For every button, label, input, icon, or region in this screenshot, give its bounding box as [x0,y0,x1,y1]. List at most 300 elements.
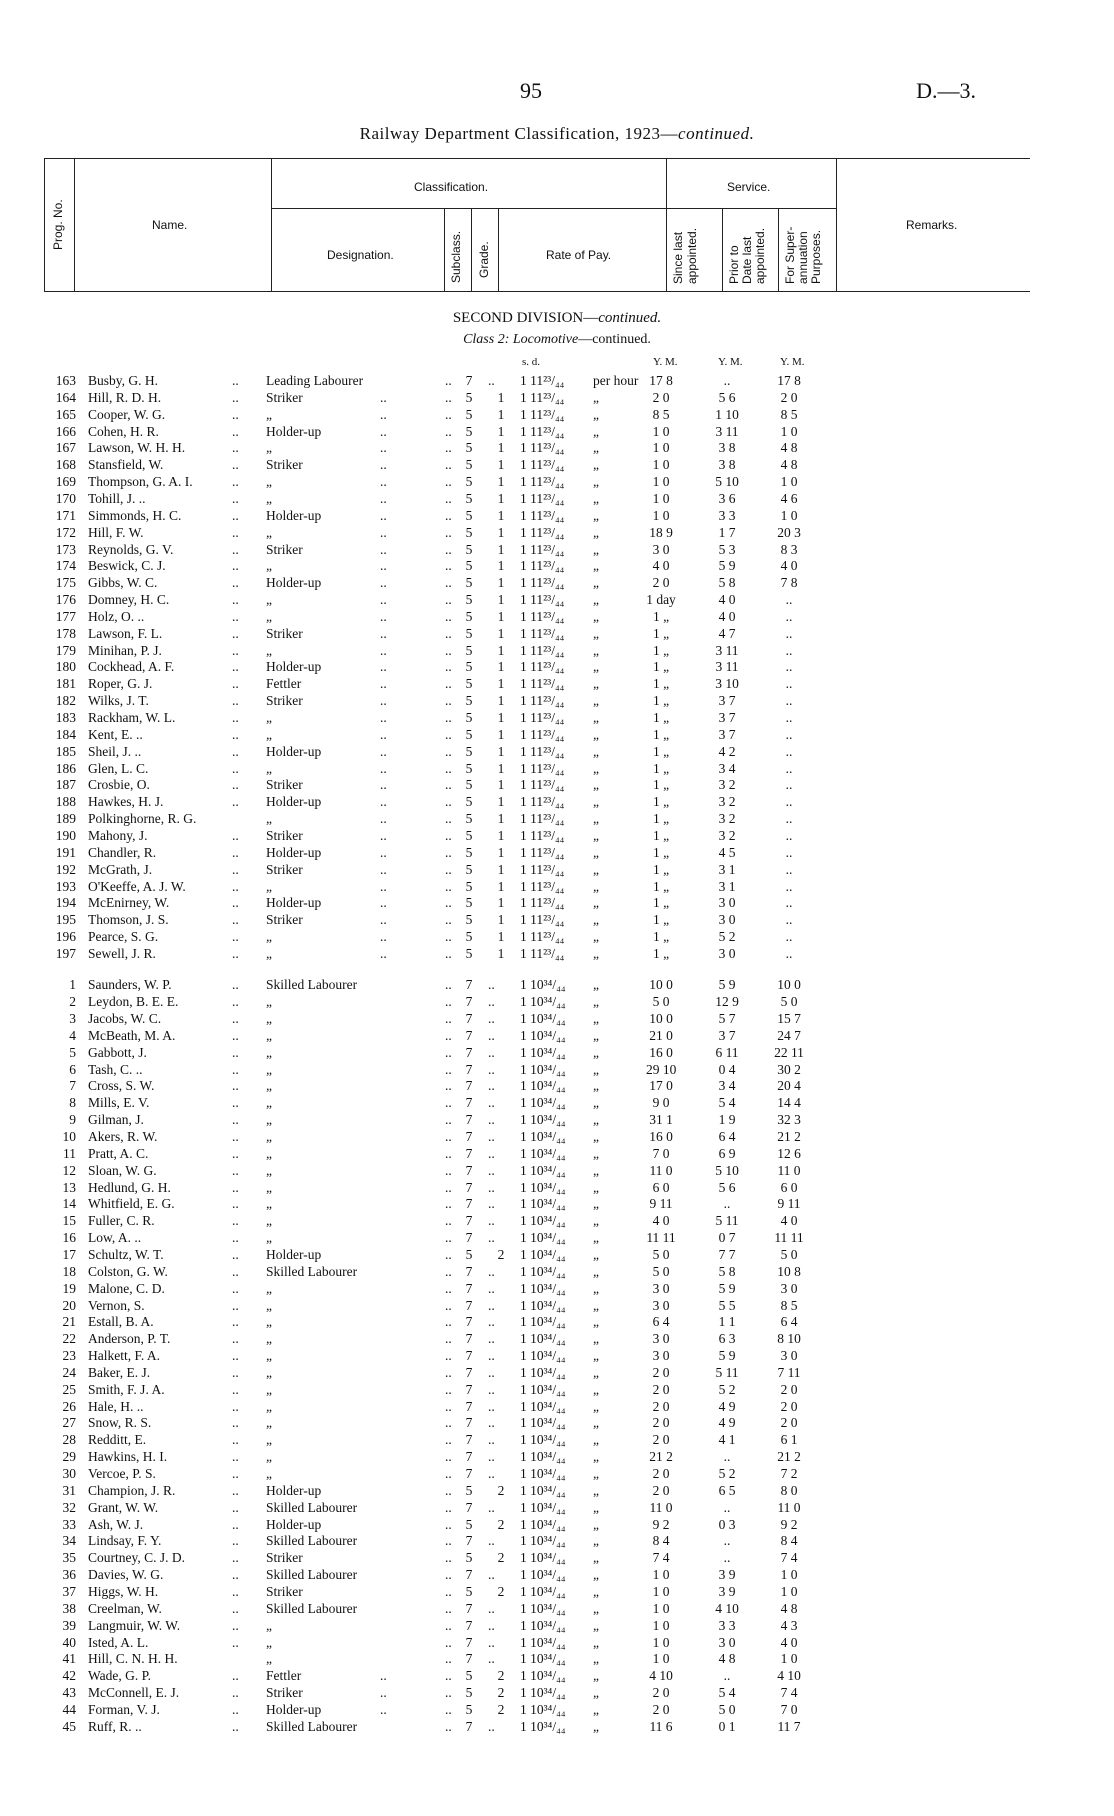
service-since-last: 1 „ [652,693,670,709]
service-superannuation: 5 0 [780,994,798,1010]
leader-dots: .. [232,1533,239,1549]
rate-unit: „ [593,1078,599,1094]
rate-of-pay: 1 11²³/₄₄ [520,844,565,860]
page-number: 95 [520,78,542,103]
grade: 1 [497,726,505,742]
subclass: 5 [465,457,473,473]
service-since-last: 4 0 [652,558,670,574]
grade: 2 [497,1701,505,1717]
rate-of-pay: 1 10³⁴/₄₄ [520,1466,566,1481]
rate-of-pay: 1 10³⁴/₄₄ [520,1550,566,1566]
subclass: 5 [465,659,473,675]
table-row [0,1617,1114,1634]
service-superannuation: .. [785,827,793,843]
service-prior: .. [723,1533,731,1549]
subclass: 7 [465,1145,473,1161]
name: Domney, H. C. [88,592,170,608]
service-superannuation: 21 2 [777,1449,801,1465]
table-row [0,1414,1114,1431]
leader-dots: .. [232,1415,239,1431]
leader-dots: .. [380,945,387,961]
rate-of-pay: 1 11²³/₄₄ [520,558,565,574]
service-superannuation: 1 0 [780,474,798,490]
service-since-last: 7 0 [652,1145,670,1161]
subclass: 5 [465,474,473,490]
rate-of-pay: 1 10³⁴/₄₄ [520,1432,566,1448]
rate-unit: „ [593,642,599,658]
service-since-last: 21 0 [649,1027,673,1043]
leader-dots: .. [445,575,452,591]
leader-dots: .. [380,878,387,894]
leader-dots: .. [445,1179,452,1195]
rate-unit: „ [593,1044,599,1060]
leader-dots: .. [488,1600,495,1616]
service-prior: 3 0 [718,1634,736,1650]
service-superannuation: 8 10 [777,1331,801,1347]
subclass: 7 [465,1263,473,1279]
grade: 1 [497,608,505,624]
service-prior: 3 4 [718,1078,736,1094]
unit-s-d: s. d. [522,356,541,368]
grade: 2 [497,1685,505,1701]
header-since-last-appointed: Since last [671,231,685,284]
service-prior: 4 1 [718,1432,736,1448]
rate-of-pay: 1 10³⁴/₄₄ [520,1668,566,1684]
rate-of-pay: 1 10³⁴/₄₄ [520,1398,566,1414]
rate-of-pay: 1 10³⁴/₄₄ [520,1482,566,1498]
leader-dots: .. [445,1145,452,1161]
subclass: 5 [465,406,473,422]
service-superannuation: 4 10 [777,1668,801,1684]
service-superannuation: 8 3 [780,541,798,557]
grade: 1 [497,440,505,456]
service-since-last: 1 „ [652,929,670,945]
header-subclass: Subclass. [449,230,463,283]
rate-of-pay: 1 10³⁴/₄₄ [520,1634,566,1650]
prog-no: 34 [62,1533,76,1549]
leader-dots: .. [232,1381,239,1397]
service-superannuation: 1 0 [780,1583,798,1599]
designation: „ [266,1011,272,1027]
service-prior: 3 7 [718,1027,736,1043]
subclass: 7 [465,1348,473,1364]
table-row [0,1212,1114,1229]
rate-of-pay: 1 11²³/₄₄ [520,811,565,827]
designation: „ [266,726,272,742]
service-superannuation: 4 6 [780,490,798,506]
name: Isted, A. L. [88,1634,149,1650]
subclass: 7 [465,1314,473,1330]
service-since-last: 2 0 [652,1432,670,1448]
leader-dots: .. [232,1432,239,1448]
rate-of-pay: 1 11²³/₄₄ [520,406,565,422]
name: Minihan, P. J. [88,642,162,658]
rate-unit: „ [593,1331,599,1347]
leader-dots: .. [232,1129,239,1144]
rate-unit: „ [593,1550,599,1566]
leader-dots: .. [232,1600,239,1616]
service-since-last: 9 0 [652,1095,670,1111]
name: Hedlund, G. H. [88,1179,171,1195]
service-prior: 5 11 [715,1364,739,1380]
table-row [0,1280,1114,1297]
header-remarks: Remarks. [906,218,958,232]
table-row [0,844,1114,861]
leader-dots: .. [445,1617,452,1633]
service-superannuation: .. [785,861,793,877]
leader-dots: .. [380,743,387,759]
leader-dots: .. [232,945,239,961]
grade: 2 [497,1246,505,1262]
subclass: 7 [465,1027,473,1043]
grade: 1 [497,592,505,608]
name: Lawson, W. H. H. [88,440,186,456]
table-row [0,993,1114,1010]
service-superannuation: 1 0 [780,507,798,523]
leader-dots: .. [232,608,239,624]
table-row [0,557,1114,574]
rate-of-pay: 1 11²³/₄₄ [520,676,565,692]
service-prior: 4 9 [718,1415,736,1431]
rate-of-pay: 1 11²³/₄₄ [520,895,565,911]
name: Leydon, B. E. E. [88,994,179,1010]
leader-dots: .. [232,1145,239,1161]
rate-unit: „ [593,1297,599,1313]
prog-no: 36 [62,1567,76,1583]
service-superannuation: 9 2 [780,1516,798,1532]
leader-dots: .. [232,1061,239,1077]
rate-unit: „ [593,541,599,557]
service-prior: 5 9 [718,977,736,993]
service-superannuation: .. [785,743,793,759]
division-title: SECOND DIVISION— [452,310,599,326]
leader-dots: .. [445,423,452,439]
table-row [0,1162,1114,1179]
leader-dots: .. [232,977,239,993]
prog-no: 169 [55,474,76,490]
leader-dots: .. [445,827,452,843]
prog-no: 13 [62,1179,76,1195]
service-prior: 5 9 [718,558,736,574]
grade: 1 [497,406,505,422]
name: Thompson, G. A. I. [88,474,193,490]
name: Holz, O. .. [88,608,145,624]
designation: „ [266,1432,272,1448]
service-superannuation: 10 0 [777,977,801,993]
prog-no: 33 [62,1516,76,1532]
leader-dots: .. [232,440,239,456]
rate-of-pay: 1 11²³/₄₄ [520,760,565,776]
service-prior: 1 9 [718,1112,736,1128]
service-prior: 3 0 [718,895,736,911]
service-superannuation: 2 0 [780,1415,798,1431]
service-since-last: 1 „ [652,676,670,692]
rate-of-pay: 1 11²³/₄₄ [520,524,565,540]
table-row [0,1347,1114,1364]
service-superannuation: .. [785,878,793,894]
class-name: Locomotive [512,332,579,347]
service-superannuation: .. [785,794,793,810]
rate-of-pay: 1 10³⁴/₄₄ [520,1179,566,1195]
service-since-last: 1 0 [652,1567,670,1583]
grade: 1 [497,659,505,675]
table-row [0,490,1114,507]
leader-dots: .. [445,1331,452,1347]
subclass: 5 [465,1668,473,1684]
subclass: 5 [465,777,473,793]
name: Hale, H. .. [88,1398,144,1414]
name: Low, A. .. [88,1230,142,1246]
service-prior: 4 0 [718,608,736,624]
page-heading [0,124,1114,144]
table-row [0,423,1114,440]
name: Estall, B. A. [88,1314,154,1330]
rate-of-pay: 1 10³⁴/₄₄ [520,1331,566,1347]
table-row [0,1313,1114,1330]
leader-dots: .. [488,1196,495,1212]
table-row [0,861,1114,878]
designation: „ [266,1061,272,1077]
prog-no: 193 [55,878,76,894]
name: Colston, G. W. [88,1263,168,1279]
table-row [0,1263,1114,1280]
prog-no: 163 [55,373,76,388]
rate-of-pay: 1 10³⁴/₄₄ [520,1314,566,1330]
leader-dots: .. [445,608,452,624]
leader-dots: .. [445,710,452,725]
table-row [0,1111,1114,1128]
subclass: 7 [465,1044,473,1060]
rate-of-pay: 1 11²³/₄₄ [520,608,565,624]
leader-dots: .. [445,524,452,540]
leader-dots: .. [488,1213,495,1229]
service-prior: 3 10 [715,676,739,692]
subclass: 5 [465,1685,473,1701]
rate-of-pay: 1 11²³/₄₄ [520,878,565,894]
rate-unit: „ [593,710,599,725]
prog-no: 35 [62,1550,76,1566]
rate-of-pay: 1 10³⁴/₄₄ [520,1280,566,1296]
service-since-last: 2 0 [652,575,670,591]
service-superannuation: 7 0 [780,1701,798,1717]
service-superannuation: 7 4 [780,1550,798,1566]
name: Redditt, E. [88,1432,147,1448]
leader-dots: .. [445,945,452,961]
prog-no: 14 [62,1196,76,1212]
class-label: Class 2: [463,332,510,347]
name: Langmuir, W. W. [88,1617,181,1633]
table-row [0,1128,1114,1145]
grade: 2 [497,1583,505,1599]
service-prior: 1 7 [718,524,736,540]
name: Beswick, C. J. [88,558,166,574]
leader-dots: .. [445,1398,452,1414]
prog-no: 176 [55,592,76,608]
designation: „ [266,1112,272,1128]
rate-unit: „ [593,1432,599,1448]
service-prior: 5 2 [718,929,736,945]
service-superannuation: 7 4 [780,1685,798,1701]
leader-dots: .. [380,406,387,422]
table-row [0,608,1114,625]
leader-dots: .. [232,457,239,473]
rate-unit: „ [593,1213,599,1229]
subclass: 5 [465,1550,473,1566]
rate-unit: „ [593,1348,599,1364]
service-prior: 3 0 [718,912,736,928]
leader-dots: .. [232,1449,239,1465]
service-superannuation: 12 6 [777,1145,801,1161]
leader-dots: .. [380,608,387,624]
rate-unit: „ [593,1145,599,1161]
leader-dots: .. [380,794,387,810]
leader-dots: .. [232,1297,239,1313]
rate-unit: „ [593,575,599,591]
leader-dots: .. [380,592,387,608]
rate-of-pay: 1 10³⁴/₄₄ [520,1145,566,1161]
subclass: 5 [465,592,473,608]
grade: 1 [497,490,505,506]
leader-dots: .. [445,895,452,911]
subclass: 7 [465,1078,473,1094]
table-row [0,372,1114,389]
service-prior: .. [723,1499,731,1515]
header-designation: Designation. [327,248,394,262]
designation: „ [266,760,272,776]
rate-unit: „ [593,1095,599,1111]
grade: 1 [497,811,505,827]
name: Tash, C. .. [88,1061,143,1077]
name: Grant, W. W. [88,1499,159,1515]
service-prior: 3 1 [718,878,736,894]
subclass: 7 [465,1634,473,1650]
service-superannuation: 3 0 [780,1280,798,1296]
service-since-last: 11 0 [649,1499,673,1515]
rate-of-pay: 1 11²³/₄₄ [520,912,565,928]
name: Simmonds, H. C. [88,507,182,523]
rate-of-pay: 1 10³⁴/₄₄ [520,994,566,1010]
unit-ym-3: Y. M. [780,356,805,368]
leader-dots: .. [445,625,452,641]
service-since-last: 3 0 [652,1331,670,1347]
service-prior: 3 2 [718,777,736,793]
service-prior: 4 10 [715,1600,739,1616]
designation: Striker [266,827,303,843]
prog-no: 23 [62,1348,76,1364]
designation: Skilled Labourer [266,977,358,993]
service-prior: 3 6 [718,490,736,506]
leader-dots: .. [445,1718,452,1734]
table-row [0,1532,1114,1549]
header-prior-to-date-3: appointed. [753,227,767,284]
name: Schultz, W. T. [88,1246,164,1262]
leader-dots: .. [445,929,452,945]
service-prior: 0 4 [718,1061,736,1077]
service-since-last: 1 0 [652,440,670,456]
name: Baker, E. J. [88,1364,151,1380]
leader-dots: .. [232,1567,239,1583]
leader-dots: .. [232,1718,239,1734]
service-prior: 3 2 [718,827,736,843]
prog-no: 197 [55,945,76,961]
subclass: 5 [465,794,473,810]
rate-of-pay: 1 10³⁴/₄₄ [520,1213,566,1229]
name: Ash, W. J. [88,1516,144,1532]
service-since-last: 10 0 [649,1011,673,1027]
table-row [0,1195,1114,1212]
prog-no: 38 [62,1600,76,1616]
grade: 2 [497,1516,505,1532]
leader-dots: .. [488,1634,495,1650]
leader-dots: .. [232,777,239,793]
rate-unit: „ [593,558,599,574]
table-header [44,158,1030,292]
subclass: 5 [465,625,473,641]
table-row [0,1027,1114,1044]
service-since-last: 1 „ [652,895,670,911]
subclass: 7 [465,1179,473,1195]
service-since-last: 1 „ [652,743,670,759]
subclass: 5 [465,861,473,877]
leader-dots: .. [232,575,239,591]
subclass: 5 [465,811,473,827]
name: Akers, R. W. [88,1129,158,1144]
leader-dots: .. [232,1044,239,1060]
rate-unit: „ [593,1499,599,1515]
service-prior: 3 2 [718,794,736,810]
rate-unit: „ [593,929,599,945]
designation: Striker [266,389,303,405]
grade: 1 [497,642,505,658]
table-row [0,1145,1114,1162]
service-since-last: 11 6 [649,1718,673,1734]
leader-dots: .. [488,373,495,388]
service-since-last: 1 0 [652,1617,670,1633]
subclass: 7 [465,1651,473,1667]
table-row [0,473,1114,490]
service-superannuation: 7 11 [777,1364,801,1380]
name: Sewell, J. R. [88,945,156,961]
service-superannuation: 4 0 [780,1213,798,1229]
leader-dots: .. [232,659,239,675]
table-row [0,1499,1114,1516]
name: Jacobs, W. C. [88,1011,162,1027]
prog-no: 29 [62,1449,76,1465]
service-prior: 3 9 [718,1567,736,1583]
designation: Skilled Labourer [266,1499,358,1515]
service-since-last: 10 0 [649,977,673,993]
rate-unit: „ [593,423,599,439]
leader-dots: .. [232,1348,239,1364]
rate-unit: „ [593,977,599,993]
leader-dots: .. [232,490,239,506]
service-since-last: 2 0 [652,1415,670,1431]
service-superannuation: 11 0 [777,1499,801,1515]
subclass: 5 [465,912,473,928]
service-since-last: 3 0 [652,1280,670,1296]
name: Busby, G. H. [88,373,159,388]
designation: „ [266,1078,272,1094]
leader-dots: .. [232,1027,239,1043]
rate-of-pay: 1 10³⁴/₄₄ [520,1061,566,1077]
table-row [0,1549,1114,1566]
table-row [0,894,1114,911]
subclass: 7 [465,1230,473,1246]
subclass: 5 [465,1246,473,1262]
rate-unit: „ [593,1398,599,1414]
service-superannuation: .. [785,945,793,961]
leader-dots: .. [232,895,239,911]
